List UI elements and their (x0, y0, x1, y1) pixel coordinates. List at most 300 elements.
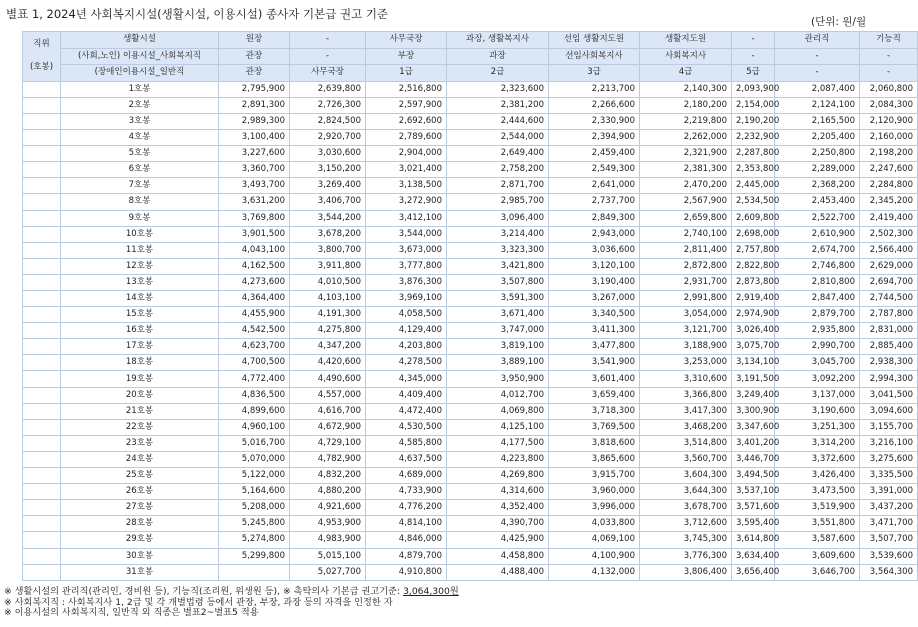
table-row (23, 419, 918, 435)
salary-cell: 3,411,300 (549, 323, 640, 339)
salary-cell: 5,016,700 (219, 435, 290, 451)
salary-cell: 4,409,400 (366, 387, 447, 403)
step-cell: 13호봉 (61, 274, 219, 290)
salary-cell: 3,045,700 (775, 355, 860, 371)
step-cell: 14호봉 (61, 291, 219, 307)
table-row (23, 210, 918, 226)
salary-cell: 2,345,200 (860, 194, 918, 210)
spacer-cell (23, 81, 61, 97)
row-label-facility: 생활시설 (61, 32, 219, 49)
salary-cell: 3,412,100 (366, 210, 447, 226)
salary-cell: 5,027,700 (290, 564, 366, 580)
salary-cell: 2,262,000 (640, 130, 732, 146)
salary-cell: 4,880,200 (290, 484, 366, 500)
salary-cell: 5,122,000 (219, 468, 290, 484)
salary-cell: 2,811,400 (640, 242, 732, 258)
col-header-7-line-3: 5급 (732, 65, 775, 82)
salary-cell: 4,983,900 (290, 532, 366, 548)
salary-cell: 4,347,200 (290, 339, 366, 355)
salary-cell: 4,585,800 (366, 435, 447, 451)
footnote-1-text: ※ 생활시설의 관리직(관리인, 경비원 등), 기능직(조리원, 위생원 등), ※ 촉탁의사 기본급 권고기준: (4, 586, 404, 597)
salary-cell: 2,190,200 (732, 113, 775, 129)
salary-cell: 3,673,000 (366, 242, 447, 258)
salary-cell: 3,340,500 (549, 307, 640, 323)
salary-cell: 3,094,600 (860, 403, 918, 419)
table-row (23, 532, 918, 548)
spacer-cell (23, 355, 61, 371)
col-header-1-line-3: 관장 (219, 65, 290, 82)
salary-cell: 4,616,700 (290, 403, 366, 419)
step-cell: 22호봉 (61, 419, 219, 435)
spacer-cell (23, 242, 61, 258)
salary-cell: 2,991,800 (640, 291, 732, 307)
salary-cell: 2,120,900 (860, 113, 918, 129)
salary-cell: 3,137,000 (775, 387, 860, 403)
salary-cell: 2,549,300 (549, 162, 640, 178)
table-row (23, 81, 918, 97)
salary-cell: 3,564,300 (860, 564, 918, 580)
salary-cell: 2,822,800 (732, 258, 775, 274)
salary-cell: 3,092,200 (775, 371, 860, 387)
salary-cell: 3,678,700 (640, 500, 732, 516)
salary-cell: 2,824,500 (290, 113, 366, 129)
salary-cell: 3,614,800 (732, 532, 775, 548)
spacer-cell (23, 435, 61, 451)
salary-cell: 3,188,900 (640, 339, 732, 355)
salary-cell: 3,507,700 (860, 532, 918, 548)
salary-cell: 4,672,900 (290, 419, 366, 435)
salary-cell: 4,879,700 (366, 548, 447, 564)
salary-cell: 4,472,400 (366, 403, 447, 419)
salary-cell: 4,100,900 (549, 548, 640, 564)
step-cell: 5호봉 (61, 146, 219, 162)
salary-cell: 2,674,700 (775, 242, 860, 258)
salary-cell: 5,164,600 (219, 484, 290, 500)
salary-cell: 3,471,700 (860, 516, 918, 532)
salary-cell: 3,915,700 (549, 468, 640, 484)
salary-cell: 4,103,100 (290, 291, 366, 307)
salary-cell: 3,551,800 (775, 516, 860, 532)
salary-cell: 3,323,300 (447, 242, 549, 258)
salary-cell: 2,891,300 (219, 97, 290, 113)
salary-cell: 2,247,600 (860, 162, 918, 178)
salary-cell: 2,746,800 (775, 258, 860, 274)
salary-cell: 2,610,900 (775, 226, 860, 242)
salary-cell: 3,889,100 (447, 355, 549, 371)
salary-cell: 2,994,300 (860, 371, 918, 387)
salary-cell: 2,219,800 (640, 113, 732, 129)
salary-cell: 2,459,400 (549, 146, 640, 162)
table-row (23, 162, 918, 178)
salary-cell: 2,873,800 (732, 274, 775, 290)
salary-cell: 4,069,800 (447, 403, 549, 419)
salary-cell: 2,989,300 (219, 113, 290, 129)
table-row (23, 451, 918, 467)
salary-cell: 2,744,500 (860, 291, 918, 307)
col-header-8-line-1: 관리직 (775, 32, 860, 49)
salary-cell: 4,162,500 (219, 258, 290, 274)
salary-cell: 4,637,500 (366, 451, 447, 467)
salary-cell: 2,250,800 (775, 146, 860, 162)
salary-cell: 3,678,200 (290, 226, 366, 242)
salary-cell: 4,623,700 (219, 339, 290, 355)
spacer-cell (23, 162, 61, 178)
salary-cell: 4,953,900 (290, 516, 366, 532)
salary-cell: 2,629,000 (860, 258, 918, 274)
step-cell: 6호봉 (61, 162, 219, 178)
salary-cell: 3,138,500 (366, 178, 447, 194)
table-row (23, 371, 918, 387)
step-cell: 18호봉 (61, 355, 219, 371)
col-header-3-line-3: 1급 (366, 65, 447, 82)
salary-cell: 3,417,300 (640, 403, 732, 419)
salary-cell: 3,745,300 (640, 532, 732, 548)
salary-cell: 3,227,600 (219, 146, 290, 162)
col-header-3-line-1: 사무국장 (366, 32, 447, 49)
salary-cell: 4,314,600 (447, 484, 549, 500)
salary-cell: 4,836,500 (219, 387, 290, 403)
col-header-3-line-2: 부장 (366, 48, 447, 65)
salary-cell: 2,266,600 (549, 97, 640, 113)
salary-cell: 2,087,400 (775, 81, 860, 97)
salary-cell: 3,300,900 (732, 403, 775, 419)
salary-cell: 3,267,000 (549, 291, 640, 307)
salary-cell: 3,514,800 (640, 435, 732, 451)
step-cell: 3호봉 (61, 113, 219, 129)
spacer-cell (23, 97, 61, 113)
salary-cell: 4,488,400 (447, 564, 549, 580)
salary-cell: 3,806,400 (640, 564, 732, 580)
salary-cell: 3,601,400 (549, 371, 640, 387)
salary-cell: 2,871,700 (447, 178, 549, 194)
salary-cell: 3,777,800 (366, 258, 447, 274)
table-row (23, 323, 918, 339)
col-header-9-line-3: - (860, 65, 918, 82)
salary-cell: 3,473,500 (775, 484, 860, 500)
salary-cell: 4,542,500 (219, 323, 290, 339)
salary-cell: 3,314,200 (775, 435, 860, 451)
salary-cell: 2,232,900 (732, 130, 775, 146)
salary-cell: 2,737,700 (549, 194, 640, 210)
salary-cell: 3,537,100 (732, 484, 775, 500)
salary-cell: 4,345,000 (366, 371, 447, 387)
salary-cell: 2,872,800 (640, 258, 732, 274)
salary-cell: 3,041,500 (860, 387, 918, 403)
salary-cell: 2,758,200 (447, 162, 549, 178)
salary-cell: 2,831,000 (860, 323, 918, 339)
salary-cell: 4,129,400 (366, 323, 447, 339)
salary-cell: 3,421,800 (447, 258, 549, 274)
salary-cell: 3,426,400 (775, 468, 860, 484)
salary-cell: 5,274,800 (219, 532, 290, 548)
salary-cell: 2,154,000 (732, 97, 775, 113)
step-cell: 30호봉 (61, 548, 219, 564)
salary-cell: 2,935,800 (775, 323, 860, 339)
salary-cell: 2,795,900 (219, 81, 290, 97)
step-cell: 9호봉 (61, 210, 219, 226)
spacer-cell (23, 403, 61, 419)
salary-cell: 4,899,600 (219, 403, 290, 419)
salary-cell: 3,631,200 (219, 194, 290, 210)
table-row (23, 548, 918, 564)
col-header-6-line-2: 사회복지사 (640, 48, 732, 65)
salary-cell: 4,782,900 (290, 451, 366, 467)
step-cell: 17호봉 (61, 339, 219, 355)
salary-cell: 3,100,400 (219, 130, 290, 146)
col-header-4-line-3: 2급 (447, 65, 549, 82)
salary-cell: 3,150,200 (290, 162, 366, 178)
salary-cell: 2,289,000 (775, 162, 860, 178)
salary-cell: 3,901,500 (219, 226, 290, 242)
salary-cell: 3,155,700 (860, 419, 918, 435)
salary-cell: 2,659,800 (640, 210, 732, 226)
salary-cell: 4,033,800 (549, 516, 640, 532)
salary-cell: 4,689,000 (366, 468, 447, 484)
salary-cell: 2,919,400 (732, 291, 775, 307)
salary-cell: 4,203,800 (366, 339, 447, 355)
salary-cell: 3,216,100 (860, 435, 918, 451)
salary-cell: 3,544,000 (366, 226, 447, 242)
salary-cell: 4,058,500 (366, 307, 447, 323)
salary-cell: 3,646,700 (775, 564, 860, 580)
salary-cell: 5,070,000 (219, 451, 290, 467)
col-header-4-line-2: 과장 (447, 48, 549, 65)
col-header-9-line-1: 기능직 (860, 32, 918, 49)
salary-cell: 4,125,100 (447, 419, 549, 435)
table-row (23, 307, 918, 323)
table-row (23, 468, 918, 484)
salary-cell: 5,299,800 (219, 548, 290, 564)
spacer-cell (23, 419, 61, 435)
step-cell: 1호봉 (61, 81, 219, 97)
salary-cell: 3,191,500 (732, 371, 775, 387)
salary-cell: 3,591,300 (447, 291, 549, 307)
table-row (23, 194, 918, 210)
salary-cell: 2,938,300 (860, 355, 918, 371)
salary-cell: 2,419,400 (860, 210, 918, 226)
step-cell: 21호봉 (61, 403, 219, 419)
table-row (23, 484, 918, 500)
step-label: (호봉) (29, 62, 54, 73)
salary-cell: 4,191,300 (290, 307, 366, 323)
footnote-1 (4, 587, 459, 598)
salary-cell: 3,571,600 (732, 500, 775, 516)
salary-cell: 5,208,000 (219, 500, 290, 516)
salary-cell: 3,096,400 (447, 210, 549, 226)
salary-cell: 3,134,100 (732, 355, 775, 371)
salary-cell: 4,069,100 (549, 532, 640, 548)
salary-cell: 2,789,600 (366, 130, 447, 146)
spacer-cell (23, 516, 61, 532)
col-header-5-line-1: 선임 생활지도원 (549, 32, 640, 49)
table-row (23, 355, 918, 371)
salary-cell: 3,950,900 (447, 371, 549, 387)
salary-cell: 2,502,300 (860, 226, 918, 242)
salary-cell: 3,996,000 (549, 500, 640, 516)
table-row (23, 516, 918, 532)
salary-cell: 4,420,600 (290, 355, 366, 371)
salary-cell: 3,969,100 (366, 291, 447, 307)
step-cell: 2호봉 (61, 97, 219, 113)
spacer-cell (23, 564, 61, 580)
spacer-cell (23, 339, 61, 355)
salary-cell: 2,904,000 (366, 146, 447, 162)
salary-cell: 3,190,400 (549, 274, 640, 290)
salary-cell: 2,849,300 (549, 210, 640, 226)
salary-cell: 2,757,800 (732, 242, 775, 258)
salary-cell: 2,060,800 (860, 81, 918, 97)
salary-cell: 2,726,300 (290, 97, 366, 113)
salary-cell: 3,054,000 (640, 307, 732, 323)
col-header-8-line-2: - (775, 48, 860, 65)
salary-cell: 3,865,600 (549, 451, 640, 467)
salary-cell: 3,026,400 (732, 323, 775, 339)
salary-cell: 3,659,400 (549, 387, 640, 403)
salary-cell: 2,368,200 (775, 178, 860, 194)
salary-cell: 3,747,000 (447, 323, 549, 339)
step-cell: 24호봉 (61, 451, 219, 467)
table-row (23, 564, 918, 580)
footnotes (4, 587, 459, 619)
position-corner-cell (23, 32, 61, 82)
salary-cell: 4,832,200 (290, 468, 366, 484)
table-row (23, 113, 918, 129)
salary-cell: 3,275,600 (860, 451, 918, 467)
col-header-5-line-2: 선임사회복지사 (549, 48, 640, 65)
salary-cell: 4,275,800 (290, 323, 366, 339)
salary-cell: 4,223,800 (447, 451, 549, 467)
salary-cell: 2,692,600 (366, 113, 447, 129)
salary-cell: 2,810,800 (775, 274, 860, 290)
salary-cell: 3,120,100 (549, 258, 640, 274)
step-cell: 29호봉 (61, 532, 219, 548)
salary-cell: 4,700,500 (219, 355, 290, 371)
salary-cell: 2,639,800 (290, 81, 366, 97)
salary-cell: 4,846,000 (366, 532, 447, 548)
salary-cell: 2,084,300 (860, 97, 918, 113)
salary-cell: 2,323,600 (447, 81, 549, 97)
col-header-9-line-2: - (860, 48, 918, 65)
salary-cell: 3,494,500 (732, 468, 775, 484)
step-cell: 12호봉 (61, 258, 219, 274)
salary-cell: 3,493,700 (219, 178, 290, 194)
salary-cell: 3,251,300 (775, 419, 860, 435)
salary-cell: 3,960,000 (549, 484, 640, 500)
salary-cell: 2,165,500 (775, 113, 860, 129)
spacer-cell (23, 387, 61, 403)
table-row (23, 178, 918, 194)
salary-table (22, 31, 918, 581)
salary-cell: 2,381,300 (640, 162, 732, 178)
salary-cell: 3,272,900 (366, 194, 447, 210)
salary-cell: 3,634,400 (732, 548, 775, 564)
salary-cell: 2,931,700 (640, 274, 732, 290)
salary-cell: 2,522,700 (775, 210, 860, 226)
row-label-general: (장애인이용시설_일반직 (61, 65, 219, 82)
salary-cell: 4,814,100 (366, 516, 447, 532)
table-row (23, 291, 918, 307)
spacer-cell (23, 210, 61, 226)
spacer-cell (23, 258, 61, 274)
salary-cell: 3,366,800 (640, 387, 732, 403)
salary-cell: 2,920,700 (290, 130, 366, 146)
spacer-cell (23, 130, 61, 146)
spacer-cell (23, 307, 61, 323)
spacer-cell (23, 291, 61, 307)
footnote-3: ※ 이용시설의 사회복지직, 일반직 외 직종은 별표2~별표5 적용 (4, 607, 259, 619)
salary-cell: 3,391,000 (860, 484, 918, 500)
salary-cell: 3,544,200 (290, 210, 366, 226)
salary-cell: 3,519,900 (775, 500, 860, 516)
salary-cell: 3,644,300 (640, 484, 732, 500)
step-cell: 27호봉 (61, 500, 219, 516)
step-cell: 28호봉 (61, 516, 219, 532)
table-row (23, 387, 918, 403)
salary-cell: 4,729,100 (290, 435, 366, 451)
footnote-1-value: 3,064,300원 (403, 586, 459, 597)
table-row (23, 274, 918, 290)
salary-cell: 2,160,000 (860, 130, 918, 146)
salary-cell: 4,425,900 (447, 532, 549, 548)
salary-cell: 5,015,100 (290, 548, 366, 564)
salary-cell: 4,458,800 (447, 548, 549, 564)
col-header-6-line-1: 생활지도원 (640, 32, 732, 49)
salary-cell: 3,477,800 (549, 339, 640, 355)
salary-cell: 3,190,600 (775, 403, 860, 419)
step-cell: 19호봉 (61, 371, 219, 387)
salary-cell: 3,347,600 (732, 419, 775, 435)
footnote-2: ※ 사회복지직 : 사회복지사 1, 2급 및 각 개별법령 등에서 관장, 부장, 과장 등의 자격을 인정한 자 (4, 596, 393, 608)
step-cell: 4호봉 (61, 130, 219, 146)
salary-cell: 3,310,600 (640, 371, 732, 387)
salary-cell: 2,205,400 (775, 130, 860, 146)
table-row (23, 146, 918, 162)
step-cell: 16호봉 (61, 323, 219, 339)
salary-cell: 4,776,200 (366, 500, 447, 516)
salary-cell: 3,769,500 (549, 419, 640, 435)
salary-cell: 4,733,900 (366, 484, 447, 500)
col-header-7-line-1: - (732, 32, 775, 49)
row-label-social-welfare: (사회,노인) 이용시설_사회복지직 (61, 48, 219, 65)
table-row (23, 130, 918, 146)
salary-cell: 3,269,400 (290, 178, 366, 194)
step-cell: 26호봉 (61, 484, 219, 500)
col-header-5-line-3: 3급 (549, 65, 640, 82)
step-cell: 25호봉 (61, 468, 219, 484)
salary-cell: 2,353,800 (732, 162, 775, 178)
salary-cell: 3,030,600 (290, 146, 366, 162)
salary-cell: 2,534,500 (732, 194, 775, 210)
salary-cell: 2,321,900 (640, 146, 732, 162)
salary-cell: 4,772,400 (219, 371, 290, 387)
salary-cell: 2,879,700 (775, 307, 860, 323)
step-cell: 20호봉 (61, 387, 219, 403)
salary-cell: 4,910,800 (366, 564, 447, 580)
salary-cell: 2,544,000 (447, 130, 549, 146)
salary-cell: 2,787,800 (860, 307, 918, 323)
salary-cell: 3,609,600 (775, 548, 860, 564)
salary-cell: 3,911,800 (290, 258, 366, 274)
salary-cell: 2,609,800 (732, 210, 775, 226)
table-row (23, 258, 918, 274)
salary-cell: 4,557,000 (290, 387, 366, 403)
salary-cell: 2,140,300 (640, 81, 732, 97)
salary-cell: 4,921,600 (290, 500, 366, 516)
salary-cell: 3,604,300 (640, 468, 732, 484)
salary-cell: 3,249,400 (732, 387, 775, 403)
table-title: 별표 1, 2024년 사회복지시설(생활시설, 이용시설) 종사자 기본급 권고 기준 (6, 7, 389, 21)
salary-cell: 4,273,600 (219, 274, 290, 290)
